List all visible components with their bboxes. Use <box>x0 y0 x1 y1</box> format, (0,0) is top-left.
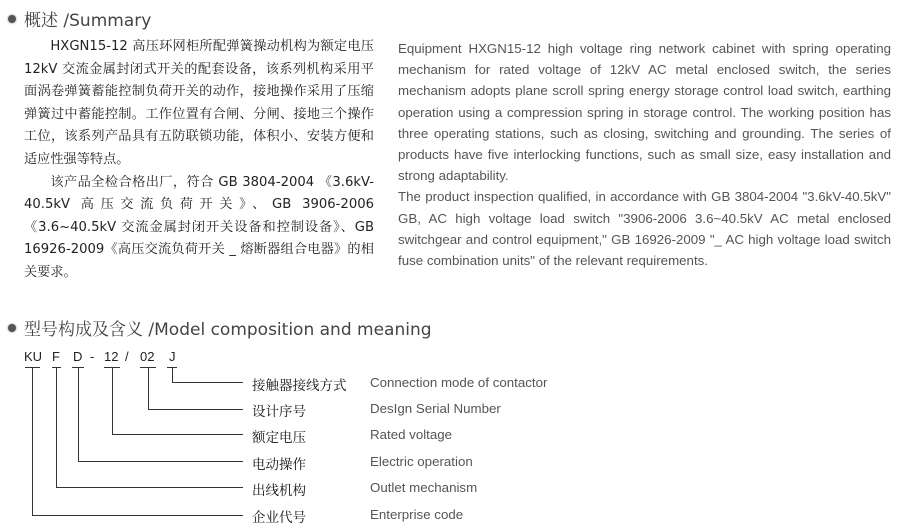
en-paragraph-1: Equipment HXGN15-12 high voltage ring network cabinet with spring operating mechanism for rated voltage of 12kV AC metal enclosed switch, the series mechanism adopts plane scroll spring energy storage control load switch, earthing operation using a compression spring in storage control. The working position has three operating stations, such as closing, switching and grounding. The series of products have five interlocking functions, such as small size, easy installation and strong adaptability. <box>398 41 891 184</box>
code-part-02: 02 <box>140 349 155 364</box>
code-part-12: 12 <box>104 349 119 364</box>
meaning-zh-outlet: 出线机构 <box>252 483 306 499</box>
model-title: 型号构成及含义 /Model composition and meaning <box>24 320 432 340</box>
meaning-en-voltage: Rated voltage <box>370 427 453 442</box>
code-part-f: F <box>52 349 60 364</box>
en-paragraph-2: The product inspection qualified, in accordance with GB 3804-2004 "3.6kV-40.5kV" GB, AC high voltage load switch "3906-2006 3.6~40.5kV AC metal enclosed switchgear and control equipment," GB 16926-2009 "_ AC high voltage load switch fuse combination units" of the relevant requirements. <box>398 189 891 269</box>
meaning-zh-electric: 电动操作 <box>252 457 306 473</box>
meaning-en-outlet: Outlet mechanism <box>370 480 478 495</box>
summary-title: 概述 /Summary <box>24 11 152 31</box>
connector-12 <box>113 368 244 435</box>
meaning-zh-voltage: 额定电压 <box>252 430 306 446</box>
connector-02 <box>149 368 244 410</box>
meaning-en-serial: DesIgn Serial Number <box>370 401 501 416</box>
code-part-dash: - <box>90 349 95 364</box>
meaning-en-enterprise: Enterprise code <box>370 507 464 522</box>
zh-paragraph-2: 该产品全检合格出厂，符合 GB 3804-2004 《3.6kV-40.5kV 高压交流负荷开关》、GB 3906-2006《3.6~40.5kV 交流金属封闭开关设备和控制设备》、GB 16926-2009《高压交流负荷开关 _ 熔断器组合电器》的相关要求。 <box>24 174 374 280</box>
code-part-d: D <box>73 349 83 364</box>
meaning-en-electric: Electric operation <box>370 454 473 469</box>
code-part-ku: KU <box>24 349 43 364</box>
connector-j <box>173 368 244 383</box>
meaning-zh-contactor: 接触器接线方式 <box>252 378 347 394</box>
code-part-slash: / <box>125 349 129 364</box>
code-part-j: J <box>169 349 176 364</box>
zh-paragraph-1: HXGN15-12 高压环网柜所配弹簧操动机构为额定电压 12kV 交流金属封闭式开关的配套设备，该系列机构采用平面涡卷弹簧蓄能控制负荷开关的动作，接地操作采用了压缩弹簧过中蓄能控制。工作位置有合闸、分闸、接地三个操作工位，该系列产品具有五防联锁功能，体积小、安装方便和适应性强等特点。 <box>24 39 374 167</box>
connector-f <box>57 368 244 488</box>
meaning-zh-enterprise: 企业代号 <box>252 510 306 526</box>
meaning-en-contactor: Connection mode of contactor <box>370 375 548 390</box>
connector-ku <box>33 368 244 516</box>
meaning-zh-serial: 设计序号 <box>252 404 306 420</box>
